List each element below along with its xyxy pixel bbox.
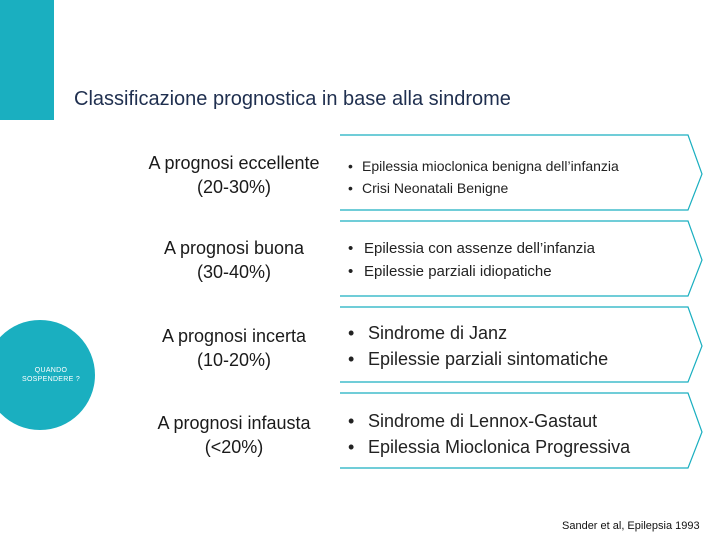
citation: Sander et al, Epilepsia 1993 <box>562 520 700 532</box>
prognosis-row-poor <box>0 390 720 472</box>
prognosis-category: A prognosi eccellente <box>148 153 320 173</box>
prognosis-percentage: (20-30%) <box>196 177 272 197</box>
syndrome-item: • Epilessie parziali idiopatiche <box>348 260 595 283</box>
prognosis-percentage: (<20%) <box>204 437 264 457</box>
syndrome-item: • Crisi Neonatali Benigne <box>348 177 619 199</box>
prognosis-category: A prognosi buona <box>163 238 305 258</box>
accent-bar <box>0 0 54 120</box>
prognosis-row-uncertain <box>0 304 720 386</box>
syndrome-item: • Epilessia con assenze dell’infanzia <box>348 237 595 260</box>
syndrome-item: • Sindrome di Lennox-Gastaut <box>348 408 630 434</box>
prognosis-label <box>126 411 342 459</box>
prognosis-category: A prognosi infausta <box>157 413 311 433</box>
syndrome-list <box>348 155 619 199</box>
prognosis-percentage: (30-40%) <box>196 262 272 282</box>
prognosis-category: A prognosi incerta <box>161 326 307 346</box>
syndrome-item: • Epilessia Mioclonica Progressiva <box>348 434 630 460</box>
syndrome-item: • Sindrome di Janz <box>348 320 608 346</box>
syndrome-item: • Epilessia mioclonica benigna dell’infanzia <box>348 155 619 177</box>
prognosis-percentage: (10-20%) <box>196 350 272 370</box>
prognosis-label <box>126 324 342 372</box>
slide-title: Classificazione prognostica in base alla sindrome <box>74 88 511 110</box>
prognosis-label <box>126 151 342 199</box>
syndrome-list <box>348 237 595 283</box>
circle-caption: QUANDO SOSPENDERE ? <box>21 367 81 383</box>
prognosis-label <box>126 236 342 284</box>
syndrome-list <box>348 408 630 460</box>
syndrome-item: • Epilessie parziali sintomatiche <box>348 346 608 372</box>
prognosis-row-good <box>0 218 720 300</box>
syndrome-list <box>348 320 608 372</box>
prognosis-row-excellent <box>0 132 720 214</box>
